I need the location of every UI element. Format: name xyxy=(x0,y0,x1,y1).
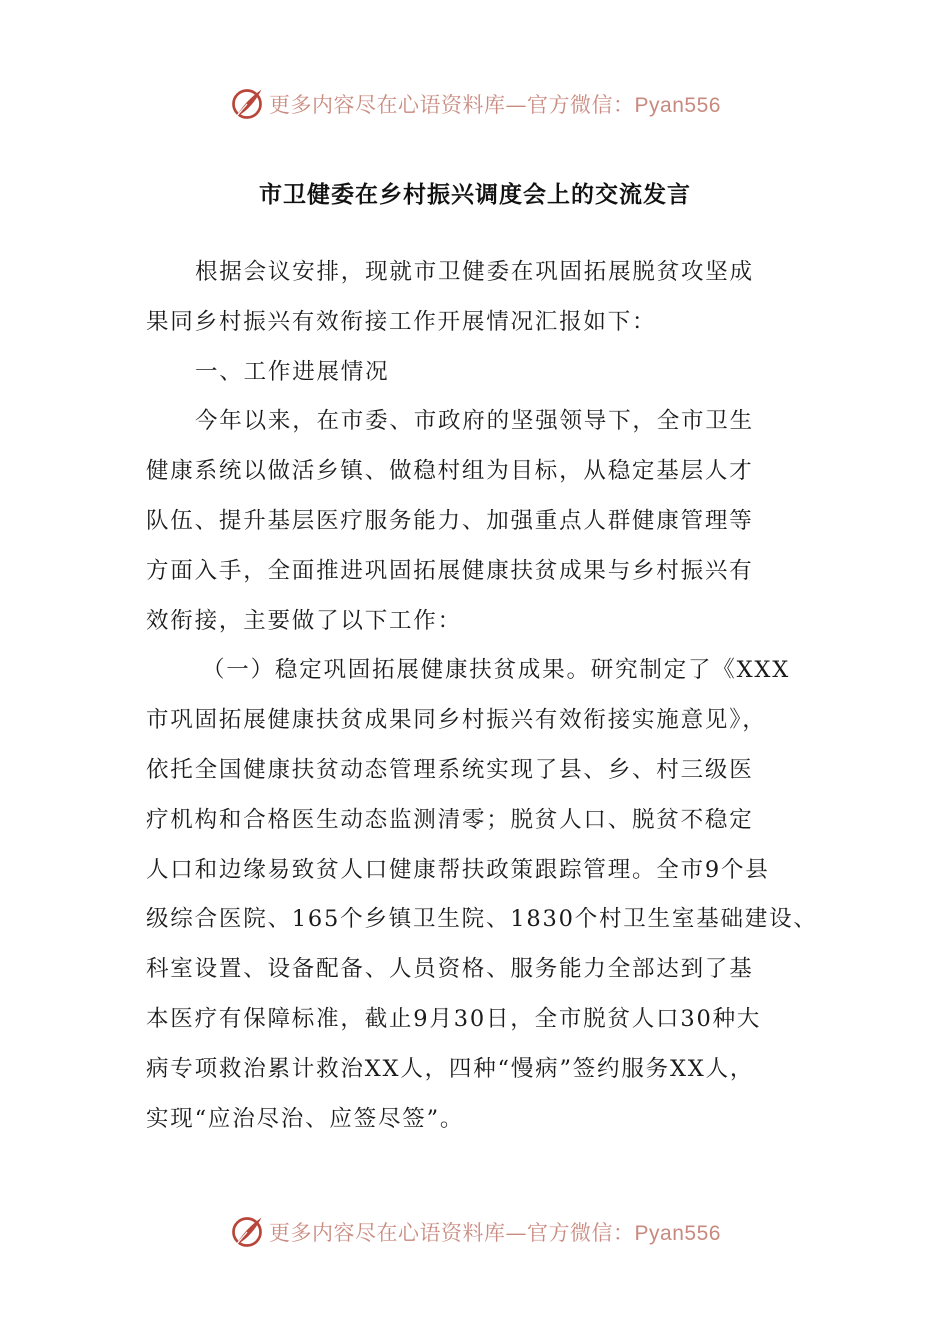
quill-logo-icon xyxy=(229,86,265,122)
subsection-line: （一）稳定巩固拓展健康扶贫成果。研究制定了《XXX xyxy=(202,657,791,684)
header-watermark xyxy=(0,82,950,126)
text-line: 果同乡村振兴有效衔接工作开展情况汇报如下： xyxy=(146,308,657,335)
text-line: 科室设置、设备配备、人员资格、服务能力全部达到了基 xyxy=(146,956,754,983)
text-line: 市巩固拓展健康扶贫成果同乡村振兴有效衔接实施意见》， xyxy=(146,707,767,734)
text-line: 方面入手，全面推进巩固拓展健康扶贫成果与乡村振兴有 xyxy=(146,557,754,584)
text-line: 本医疗有保障标准，截止9月30日，全市脱贫人口30种大 xyxy=(146,1005,762,1032)
text-line: 级综合医院、165个乡镇卫生院、1830个村卫生室基础建设、 xyxy=(146,906,818,933)
text-line: 疗机构和合格医生动态监测清零；脱贫人口、脱贫不稳定 xyxy=(146,806,754,833)
watermark-text: 更多内容尽在心语资料库—官方微信：Pyan556 xyxy=(269,1221,721,1245)
text-line: 今年以来，在市委、市政府的坚强领导下，全市卫生 xyxy=(195,408,754,435)
text-line: 人口和边缘易致贫人口健康帮扶政策跟踪管理。全市9个县 xyxy=(146,856,770,883)
footer-watermark xyxy=(0,1210,950,1254)
document-body xyxy=(146,248,836,1144)
text-line: 依托全国健康扶贫动态管理系统实现了县、乡、村三级医 xyxy=(146,756,754,783)
text-line: 效衔接，主要做了以下工作： xyxy=(146,607,462,634)
text-line: 病专项救治累计救治XX人，四种“慢病”签约服务XX人， xyxy=(146,1055,755,1082)
quill-logo-icon xyxy=(229,1214,265,1250)
text-line: 根据会议安排，现就市卫健委在巩固拓展脱贫攻坚成 xyxy=(195,259,754,285)
watermark-text: 更多内容尽在心语资料库—官方微信：Pyan556 xyxy=(269,93,721,117)
text-line: 实现“应治尽治、应签尽签”。 xyxy=(146,1105,465,1132)
section-heading: 一、工作进展情况 xyxy=(195,358,390,385)
document-title: 市卫健委在乡村振兴调度会上的交流发言 xyxy=(259,181,691,208)
text-line: 队伍、提升基层医疗服务能力、加强重点人群健康管理等 xyxy=(146,507,754,534)
text-line: 健康系统以做活乡镇、做稳村组为目标，从稳定基层人才 xyxy=(146,458,754,485)
